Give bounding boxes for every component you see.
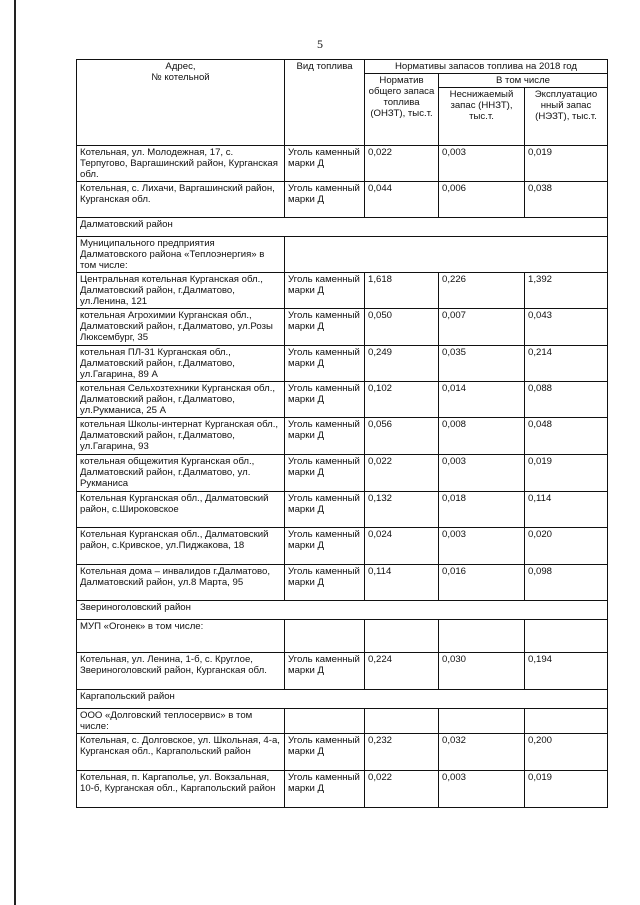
table-body xyxy=(77,146,608,808)
page-left-edge xyxy=(14,0,16,905)
total-norm-value: 0,022 xyxy=(365,455,439,492)
header-nnzt: Неснижаемый запас (ННЗТ), тыс.т. xyxy=(439,88,525,146)
table-row xyxy=(77,492,608,528)
total-norm-value: 0,224 xyxy=(365,653,439,690)
nezt-value: 0,194 xyxy=(525,653,608,690)
nnzt-value: 0,007 xyxy=(439,309,525,346)
table-row xyxy=(77,653,608,690)
total-norm-value: 0,022 xyxy=(365,771,439,808)
boiler-address: котельная Агрохимии Курганская обл., Далматовский район, г.Далматово, ул.Розы Люксембург, 35 xyxy=(77,309,285,346)
header-norms-group: Нормативы запасов топлива на 2018 год xyxy=(365,60,608,74)
empty-cell xyxy=(439,620,525,653)
nnzt-value: 0,003 xyxy=(439,771,525,808)
total-norm-value: 0,132 xyxy=(365,492,439,528)
table-row xyxy=(77,455,608,492)
table-row xyxy=(77,273,608,309)
nezt-value: 0,019 xyxy=(525,771,608,808)
table-row xyxy=(77,565,608,601)
total-norm-value: 0,024 xyxy=(365,528,439,565)
header-nezt: Эксплуатацио нный запас (НЭЗТ), тыс.т. xyxy=(525,88,608,146)
fuel-type: Уголь каменный марки Д xyxy=(285,771,365,808)
empty-cell xyxy=(365,709,439,734)
header-total-norm: Норматив общего запаса топлива (ОНЗТ), тыс.т. xyxy=(365,74,439,146)
nnzt-value: 0,014 xyxy=(439,382,525,418)
nezt-value: 0,038 xyxy=(525,182,608,218)
table-row xyxy=(77,528,608,565)
boiler-address: Котельная, с. Лихачи, Варгашинский район, Курганская обл. xyxy=(77,182,285,218)
section-row xyxy=(77,690,608,709)
nnzt-value: 0,226 xyxy=(439,273,525,309)
total-norm-value: 0,114 xyxy=(365,565,439,601)
organization-name: МУП «Огонек» в том числе: xyxy=(77,620,285,653)
boiler-address: Центральная котельная Курганская обл., Далматовский район, г.Далматово, ул.Ленина, 121 xyxy=(77,273,285,309)
boiler-address: котельная Школы-интернат Курганская обл., Далматовский район, г.Далматово, ул.Гагарина, 93 xyxy=(77,418,285,455)
boiler-address: Котельная Курганская обл., Далматовский район, с.Широковское xyxy=(77,492,285,528)
fuel-type: Уголь каменный марки Д xyxy=(285,565,365,601)
nnzt-value: 0,003 xyxy=(439,455,525,492)
nnzt-value: 0,035 xyxy=(439,346,525,382)
section-row xyxy=(77,218,608,237)
empty-cell xyxy=(285,709,365,734)
boiler-address: Котельная, п. Каргаполье, ул. Вокзальная, 10-б, Курганская обл., Каргапольский район xyxy=(77,771,285,808)
table-row xyxy=(77,418,608,455)
boiler-address: Котельная дома – инвалидов г.Далматово, Далматовский район, ул.8 Марта, 95 xyxy=(77,565,285,601)
nezt-value: 0,019 xyxy=(525,455,608,492)
fuel-type: Уголь каменный марки Д xyxy=(285,528,365,565)
organization-row xyxy=(77,620,608,653)
empty-cell xyxy=(525,709,608,734)
nezt-value: 0,048 xyxy=(525,418,608,455)
total-norm-value: 1,618 xyxy=(365,273,439,309)
section-title: Далматовский район xyxy=(77,218,608,237)
header-address: Адрес, № котельной xyxy=(77,60,285,146)
header-including: В том числе xyxy=(439,74,608,88)
organization-row xyxy=(77,709,608,734)
fuel-type: Уголь каменный марки Д xyxy=(285,734,365,771)
total-norm-value: 0,050 xyxy=(365,309,439,346)
total-norm-value: 0,044 xyxy=(365,182,439,218)
nezt-value: 0,019 xyxy=(525,146,608,182)
table-row xyxy=(77,346,608,382)
total-norm-value: 0,022 xyxy=(365,146,439,182)
empty-cell xyxy=(525,620,608,653)
fuel-type: Уголь каменный марки Д xyxy=(285,309,365,346)
fuel-type: Уголь каменный марки Д xyxy=(285,382,365,418)
nezt-value: 0,043 xyxy=(525,309,608,346)
nnzt-value: 0,016 xyxy=(439,565,525,601)
nezt-value: 0,200 xyxy=(525,734,608,771)
nnzt-value: 0,032 xyxy=(439,734,525,771)
boiler-address: Котельная, ул. Молодежная, 17, с. Терпугово, Варгашинский район, Курганская обл. xyxy=(77,146,285,182)
nnzt-value: 0,008 xyxy=(439,418,525,455)
nnzt-value: 0,003 xyxy=(439,528,525,565)
boiler-address: котельная общежития Курганская обл., Далматовский район, г.Далматово, ул. Рукманиса xyxy=(77,455,285,492)
fuel-type: Уголь каменный марки Д xyxy=(285,653,365,690)
organization-name: ООО «Долговский теплосервис» в том числе: xyxy=(77,709,285,734)
table-row xyxy=(77,309,608,346)
nnzt-value: 0,003 xyxy=(439,146,525,182)
section-title: Звериноголовский район xyxy=(77,601,608,620)
nnzt-value: 0,018 xyxy=(439,492,525,528)
page-number: 5 xyxy=(317,37,323,51)
nezt-value: 0,098 xyxy=(525,565,608,601)
boiler-address: котельная Сельхозтехники Курганская обл., Далматовский район, г.Далматово, ул.Рукманиса, 25 А xyxy=(77,382,285,418)
total-norm-value: 0,249 xyxy=(365,346,439,382)
empty-cell xyxy=(365,620,439,653)
table-row xyxy=(77,771,608,808)
nezt-value: 0,020 xyxy=(525,528,608,565)
nezt-value: 0,214 xyxy=(525,346,608,382)
table-row xyxy=(77,734,608,771)
section-title: Каргапольский район xyxy=(77,690,608,709)
nnzt-value: 0,030 xyxy=(439,653,525,690)
fuel-reserves-table xyxy=(76,59,608,808)
empty-cell xyxy=(285,620,365,653)
nezt-value: 0,114 xyxy=(525,492,608,528)
fuel-type: Уголь каменный марки Д xyxy=(285,273,365,309)
fuel-type: Уголь каменный марки Д xyxy=(285,455,365,492)
table-row xyxy=(77,382,608,418)
boiler-address: котельная ПЛ-31 Курганская обл., Далматовский район, г.Далматово, ул.Гагарина, 89 А xyxy=(77,346,285,382)
total-norm-value: 0,232 xyxy=(365,734,439,771)
total-norm-value: 0,102 xyxy=(365,382,439,418)
fuel-type: Уголь каменный марки Д xyxy=(285,182,365,218)
empty-cell xyxy=(439,709,525,734)
section-row xyxy=(77,601,608,620)
table-row xyxy=(77,146,608,182)
fuel-type: Уголь каменный марки Д xyxy=(285,492,365,528)
boiler-address: Котельная Курганская обл., Далматовский район, с.Кривское, ул.Пиджакова, 18 xyxy=(77,528,285,565)
boiler-address: Котельная, ул. Ленина, 1-б, с. Круглое, Звериноголовский район, Курганская обл. xyxy=(77,653,285,690)
organization-name: Муниципального предприятия Далматовского района «Теплоэнергия» в том числе: xyxy=(77,237,285,273)
nezt-value: 0,088 xyxy=(525,382,608,418)
fuel-type: Уголь каменный марки Д xyxy=(285,346,365,382)
nnzt-value: 0,006 xyxy=(439,182,525,218)
boiler-address: Котельная, с. Долговское, ул. Школьная, 4-а, Курганская обл., Каргапольский район xyxy=(77,734,285,771)
fuel-type: Уголь каменный марки Д xyxy=(285,418,365,455)
total-norm-value: 0,056 xyxy=(365,418,439,455)
nezt-value: 1,392 xyxy=(525,273,608,309)
header-fuel-type: Вид топлива xyxy=(285,60,365,146)
organization-row xyxy=(77,237,608,273)
empty-cell xyxy=(285,237,608,273)
fuel-type: Уголь каменный марки Д xyxy=(285,146,365,182)
table-row xyxy=(77,182,608,218)
